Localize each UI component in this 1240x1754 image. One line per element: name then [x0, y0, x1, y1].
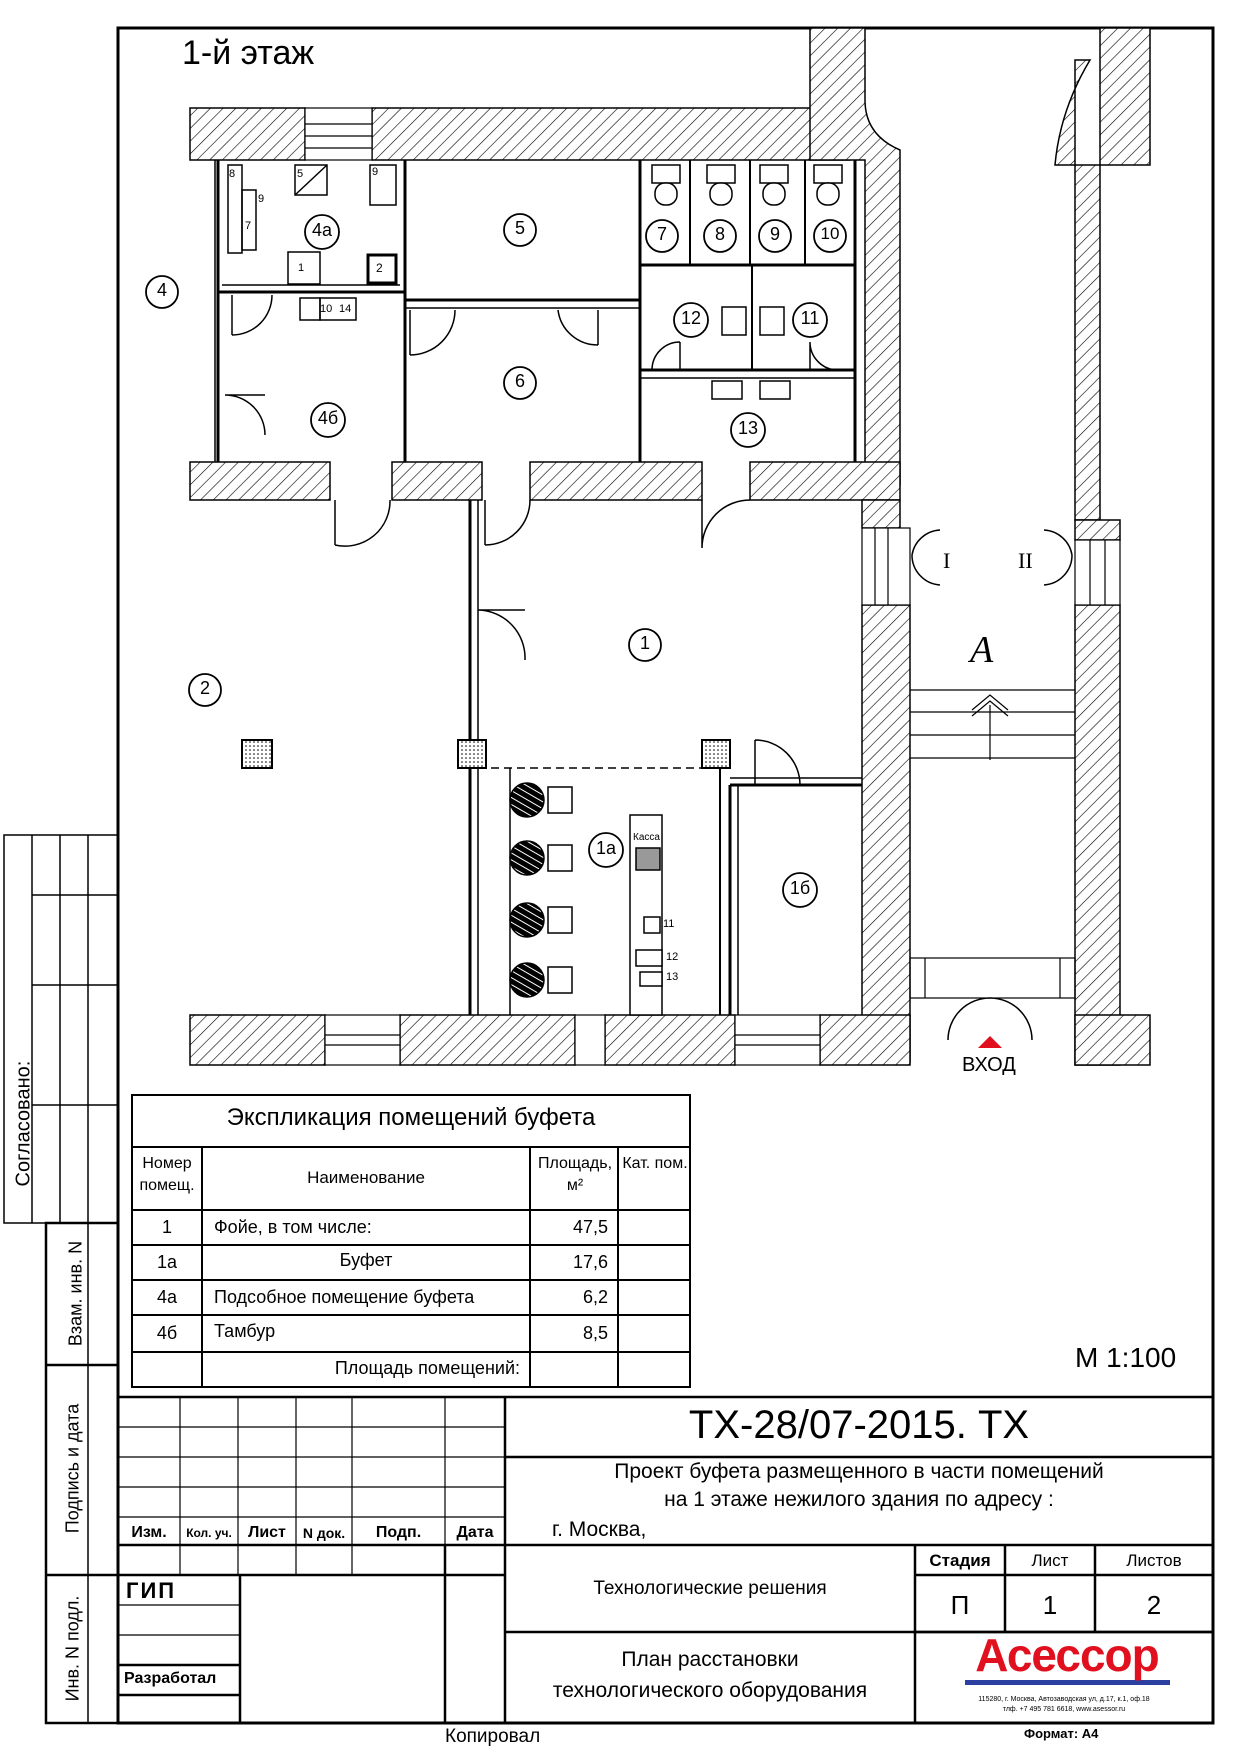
header-area: Площадь, м² [537, 1155, 613, 1194]
room-label-5: 5 [514, 218, 525, 238]
row-area: 47,5 [572, 1217, 608, 1237]
equip-mark: 1 [298, 262, 305, 274]
project-line-2: на 1 этаже нежилого здания по адресу : [664, 1488, 1054, 1511]
room-label-2: 2 [199, 678, 210, 698]
col-data: Дата [456, 1524, 494, 1541]
equip-mark: 9 [258, 193, 265, 205]
equip-mark: 13 [666, 971, 679, 983]
stage-label: Стадия [929, 1551, 991, 1570]
sheet-title-2: технологического оборудования [552, 1679, 868, 1702]
total-label: Площадь помещений: [334, 1358, 520, 1378]
floor-title: 1-й этаж [182, 34, 315, 72]
equip-mark: 2 [376, 261, 383, 275]
room-label-4a: 4а [311, 220, 333, 240]
entrance-arrow-icon [978, 1036, 1002, 1048]
side-stamp [4, 835, 118, 1723]
developed-label: Разработал [124, 1670, 217, 1687]
equip-mark: 5 [297, 168, 304, 180]
equip-mark: 7 [245, 220, 252, 232]
equip-mark: 14 [339, 303, 352, 315]
inv-label: Инв. N подл. [62, 1595, 83, 1702]
room-label-4: 4 [156, 280, 167, 300]
sheet-value: 1 [1042, 1590, 1058, 1620]
row-name: Фойе, в том числе: [214, 1217, 372, 1237]
room-label-6: 6 [514, 371, 525, 391]
row-area: 6,2 [582, 1287, 608, 1307]
explication-title: Экспликация помещений буфета [226, 1104, 596, 1131]
agreed-label: Согласовано: [12, 1060, 35, 1187]
room-label-4b: 4б [317, 408, 339, 428]
room-label-12: 12 [680, 308, 702, 328]
room-label-9: 9 [769, 224, 780, 244]
door-mark-2: II [1018, 548, 1033, 573]
logo-address: 115280, г. Москва, Автозаводская ул, д.17, к.1, оф.18 [978, 1696, 1150, 1703]
company-logo: Асессор [975, 1629, 1159, 1681]
window-openings [305, 108, 1120, 1065]
col-kol: Кол. уч. [186, 1526, 232, 1540]
row-num: 1а [156, 1252, 178, 1272]
kassa-label: Касса [633, 832, 660, 843]
scale-label: М 1:100 [1075, 1342, 1177, 1373]
drawing-code: ТХ-28/07-2015. ТХ [688, 1403, 1030, 1447]
row-num: 4б [156, 1323, 178, 1343]
copied-label: Копировал [445, 1726, 541, 1747]
equip-mark: 11 [663, 918, 675, 930]
project-line-1: Проект буфета размещенного в части помещений [614, 1460, 1104, 1483]
equip-mark: 8 [229, 168, 236, 180]
vzam-label: Взам. инв. N [65, 1240, 86, 1347]
row-name: Тамбур [214, 1321, 276, 1341]
row-area: 17,6 [572, 1252, 608, 1272]
col-izm: Изм. [131, 1524, 167, 1541]
room-label-13: 13 [737, 418, 759, 438]
stairs [910, 690, 1075, 998]
sheets-value: 2 [1146, 1590, 1162, 1620]
row-name: Подсобное помещение буфета [214, 1287, 475, 1307]
partitions [215, 160, 862, 1015]
header-name: Наименование [307, 1168, 425, 1187]
row-num: 4а [156, 1287, 178, 1307]
entrance-label: ВХОД [962, 1054, 1016, 1076]
row-num: 1 [161, 1217, 172, 1237]
logo-contacts: тлф. +7 495 781 6618, www.asessor.ru [1002, 1706, 1126, 1713]
format-label: Формат: А4 [1024, 1726, 1099, 1741]
col-ndok: N док. [302, 1525, 346, 1541]
col-list: Лист [248, 1524, 286, 1541]
equip-mark: 12 [666, 951, 679, 963]
buffet-furniture [510, 783, 662, 1015]
equip-mark: 10 [320, 303, 333, 315]
row-area: 8,5 [582, 1323, 608, 1343]
sheet-title-1: План расстановки [621, 1648, 799, 1671]
header-cat: Кат. пом. [622, 1155, 688, 1172]
sheets-label: Листов [1126, 1551, 1182, 1570]
room-label-1: 1 [639, 633, 650, 653]
header-num: Номер помещ. [139, 1155, 195, 1194]
room-label-8: 8 [714, 224, 725, 244]
room-label-1b: 1б [789, 878, 811, 898]
equip-mark: 9 [372, 166, 379, 178]
door-mark-1: I [943, 548, 951, 573]
project-line-3: г. Москва, [552, 1518, 647, 1541]
podpis-label: Подпись и дата [62, 1403, 83, 1534]
room-label-1a: 1а [595, 838, 617, 858]
columns [242, 740, 730, 768]
row-name: Буфет [339, 1250, 393, 1270]
room-label-7: 7 [656, 224, 667, 244]
sheet-label: Лист [1031, 1551, 1069, 1570]
gip-label: ГИП [126, 1578, 177, 1603]
stair-letter: А [970, 629, 994, 671]
stage-value: П [950, 1590, 970, 1620]
section-label: Технологические решения [593, 1578, 827, 1599]
room-label-10: 10 [820, 224, 840, 243]
room-label-11: 11 [800, 308, 820, 328]
col-podp: Подп. [375, 1524, 422, 1541]
